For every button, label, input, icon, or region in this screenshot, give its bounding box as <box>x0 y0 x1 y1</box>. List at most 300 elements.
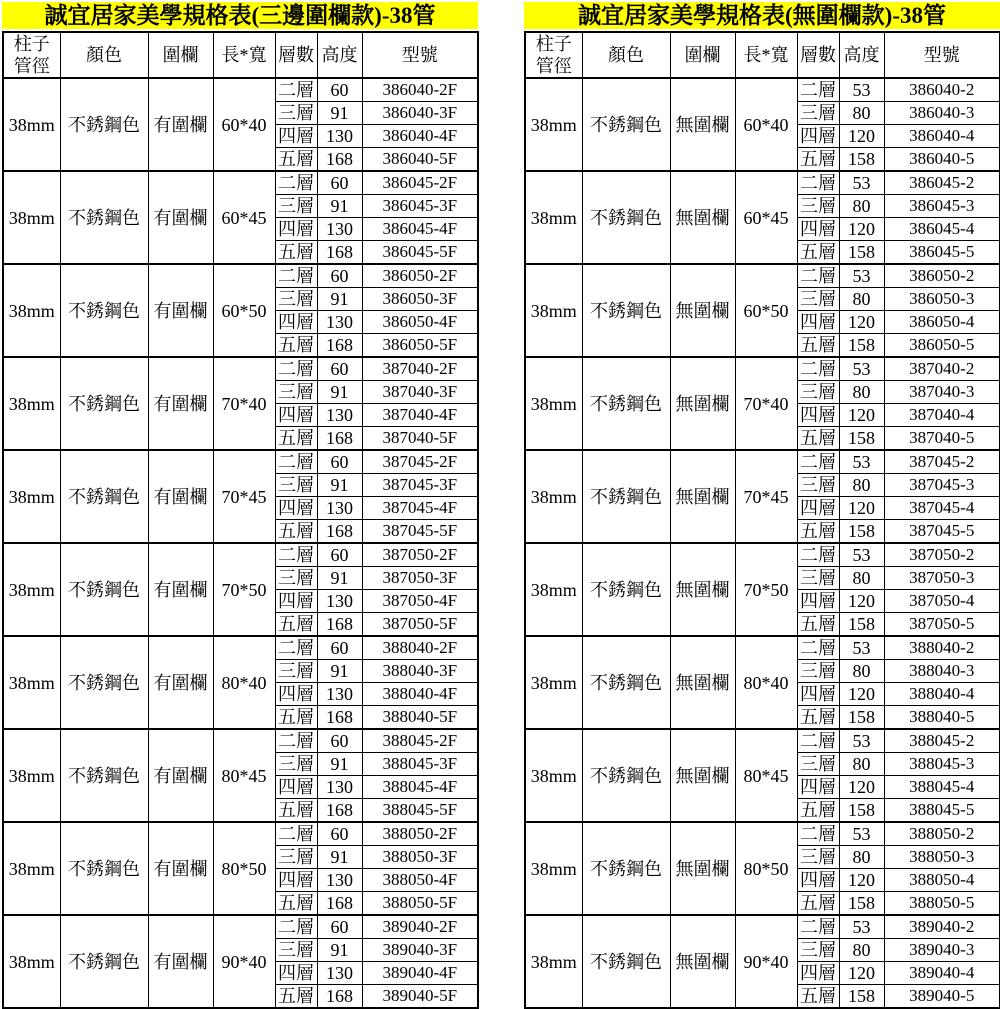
size-cell: 80*40 <box>213 636 275 729</box>
height-cell: 53 <box>839 543 884 567</box>
height-cell: 60 <box>317 171 362 195</box>
size-cell: 80*40 <box>735 636 797 729</box>
model-cell: 388050-4 <box>884 869 1000 892</box>
color-cell: 不銹鋼色 <box>60 357 148 450</box>
layer-cell: 四層 <box>275 218 317 241</box>
layer-cell: 五層 <box>797 334 839 358</box>
size-cell: 70*45 <box>213 450 275 543</box>
height-cell: 158 <box>839 985 884 1009</box>
layer-cell: 三層 <box>275 939 317 962</box>
layer-cell: 二層 <box>797 450 839 474</box>
table-row <box>525 543 1000 567</box>
height-cell: 120 <box>839 776 884 799</box>
model-cell: 388050-5 <box>884 892 1000 916</box>
layer-cell: 四層 <box>797 497 839 520</box>
size-cell: 90*40 <box>735 915 797 1008</box>
layer-cell: 四層 <box>275 590 317 613</box>
fenced-spec-sheet <box>2 2 478 1009</box>
column-header-diameter: 柱子 管徑 <box>525 32 582 78</box>
diameter-cell: 38mm <box>3 450 60 543</box>
diameter-cell: 38mm <box>3 915 60 1008</box>
column-header-color: 顏色 <box>582 32 670 78</box>
column-header-fence: 圍欄 <box>670 32 735 78</box>
height-cell: 168 <box>317 241 362 265</box>
header-row <box>3 32 478 78</box>
model-cell: 386040-4 <box>884 125 1000 148</box>
height-cell: 130 <box>317 683 362 706</box>
layer-cell: 三層 <box>797 474 839 497</box>
height-cell: 158 <box>839 613 884 637</box>
color-cell: 不銹鋼色 <box>60 822 148 915</box>
table-row <box>525 915 1000 939</box>
height-cell: 60 <box>317 915 362 939</box>
layer-cell: 四層 <box>797 776 839 799</box>
layer-cell: 三層 <box>275 195 317 218</box>
layer-cell: 三層 <box>797 846 839 869</box>
table-row <box>3 264 478 288</box>
height-cell: 80 <box>839 195 884 218</box>
layer-cell: 二層 <box>797 915 839 939</box>
table-row <box>3 171 478 195</box>
column-header-layers: 層數 <box>797 32 839 78</box>
model-cell: 388040-3F <box>362 660 478 683</box>
layer-cell: 二層 <box>275 450 317 474</box>
model-cell: 387040-5 <box>884 427 1000 451</box>
model-cell: 386040-3 <box>884 102 1000 125</box>
color-cell: 不銹鋼色 <box>582 915 670 1008</box>
layer-cell: 三層 <box>275 753 317 776</box>
layer-cell: 五層 <box>275 892 317 916</box>
model-cell: 388045-5F <box>362 799 478 823</box>
layer-cell: 四層 <box>275 125 317 148</box>
height-cell: 91 <box>317 195 362 218</box>
model-cell: 386045-3F <box>362 195 478 218</box>
column-header-size: 長*寬 <box>735 32 797 78</box>
model-cell: 387045-4F <box>362 497 478 520</box>
model-cell: 386040-3F <box>362 102 478 125</box>
unfenced-spec-sheet <box>524 2 1000 1009</box>
model-cell: 387045-3F <box>362 474 478 497</box>
layer-cell: 二層 <box>275 729 317 753</box>
height-cell: 130 <box>317 404 362 427</box>
size-cell: 70*50 <box>735 543 797 636</box>
height-cell: 168 <box>317 799 362 823</box>
fence-cell: 有圍欄 <box>148 264 213 357</box>
model-cell: 387045-4 <box>884 497 1000 520</box>
column-header-layers: 層數 <box>275 32 317 78</box>
table-row <box>3 78 478 102</box>
fence-cell: 無圍欄 <box>670 636 735 729</box>
layer-cell: 二層 <box>797 729 839 753</box>
diameter-cell: 38mm <box>525 636 582 729</box>
model-cell: 388045-3F <box>362 753 478 776</box>
model-cell: 386040-4F <box>362 125 478 148</box>
height-cell: 130 <box>317 497 362 520</box>
size-cell: 80*50 <box>213 822 275 915</box>
size-cell: 70*40 <box>213 357 275 450</box>
height-cell: 120 <box>839 218 884 241</box>
model-cell: 387050-3 <box>884 567 1000 590</box>
size-cell: 70*45 <box>735 450 797 543</box>
height-cell: 91 <box>317 567 362 590</box>
height-cell: 130 <box>317 590 362 613</box>
model-cell: 387045-2 <box>884 450 1000 474</box>
fence-cell: 有圍欄 <box>148 543 213 636</box>
layer-cell: 三層 <box>275 660 317 683</box>
height-cell: 80 <box>839 939 884 962</box>
model-cell: 387045-3 <box>884 474 1000 497</box>
color-cell: 不銹鋼色 <box>60 171 148 264</box>
layer-cell: 五層 <box>797 706 839 730</box>
height-cell: 60 <box>317 543 362 567</box>
height-cell: 53 <box>839 915 884 939</box>
height-cell: 91 <box>317 381 362 404</box>
fence-cell: 無圍欄 <box>670 915 735 1008</box>
layer-cell: 三層 <box>797 939 839 962</box>
model-cell: 387045-5F <box>362 520 478 544</box>
height-cell: 158 <box>839 427 884 451</box>
layer-cell: 五層 <box>797 613 839 637</box>
layer-cell: 三層 <box>797 753 839 776</box>
height-cell: 80 <box>839 381 884 404</box>
model-cell: 387050-5 <box>884 613 1000 637</box>
diameter-cell: 38mm <box>3 171 60 264</box>
height-cell: 168 <box>317 985 362 1009</box>
height-cell: 158 <box>839 148 884 172</box>
fence-cell: 無圍欄 <box>670 729 735 822</box>
model-cell: 388050-5F <box>362 892 478 916</box>
color-cell: 不銹鋼色 <box>60 78 148 171</box>
size-cell: 70*40 <box>735 357 797 450</box>
size-cell: 60*50 <box>735 264 797 357</box>
table-row <box>525 729 1000 753</box>
color-cell: 不銹鋼色 <box>60 264 148 357</box>
model-cell: 387045-2F <box>362 450 478 474</box>
table-row <box>525 822 1000 846</box>
height-cell: 53 <box>839 822 884 846</box>
layer-cell: 三層 <box>797 195 839 218</box>
fence-cell: 無圍欄 <box>670 543 735 636</box>
column-header-diameter: 柱子 管徑 <box>3 32 60 78</box>
model-cell: 389040-2 <box>884 915 1000 939</box>
model-cell: 389040-5 <box>884 985 1000 1009</box>
model-cell: 388050-2F <box>362 822 478 846</box>
model-cell: 386045-3 <box>884 195 1000 218</box>
model-cell: 386050-3F <box>362 288 478 311</box>
layer-cell: 五層 <box>797 799 839 823</box>
model-cell: 388045-2F <box>362 729 478 753</box>
model-cell: 388045-3 <box>884 753 1000 776</box>
height-cell: 120 <box>839 311 884 334</box>
table-row <box>525 78 1000 102</box>
fence-cell: 有圍欄 <box>148 636 213 729</box>
model-cell: 388045-5 <box>884 799 1000 823</box>
column-header-fence: 圍欄 <box>148 32 213 78</box>
column-header-color: 顏色 <box>60 32 148 78</box>
diameter-cell: 38mm <box>3 264 60 357</box>
layer-cell: 二層 <box>275 357 317 381</box>
height-cell: 53 <box>839 78 884 102</box>
size-cell: 60*50 <box>213 264 275 357</box>
layer-cell: 五層 <box>275 706 317 730</box>
model-cell: 387040-4 <box>884 404 1000 427</box>
layer-cell: 五層 <box>797 520 839 544</box>
height-cell: 80 <box>839 846 884 869</box>
size-cell: 80*45 <box>213 729 275 822</box>
diameter-cell: 38mm <box>525 357 582 450</box>
diameter-cell: 38mm <box>525 729 582 822</box>
layer-cell: 四層 <box>797 683 839 706</box>
layer-cell: 三層 <box>797 102 839 125</box>
fence-cell: 有圍欄 <box>148 450 213 543</box>
height-cell: 130 <box>317 218 362 241</box>
layer-cell: 四層 <box>797 125 839 148</box>
height-cell: 60 <box>317 729 362 753</box>
layer-cell: 二層 <box>797 264 839 288</box>
model-cell: 386050-5F <box>362 334 478 358</box>
model-cell: 386045-4F <box>362 218 478 241</box>
layer-cell: 四層 <box>275 869 317 892</box>
layer-cell: 五層 <box>275 241 317 265</box>
fence-cell: 無圍欄 <box>670 357 735 450</box>
model-cell: 387050-2F <box>362 543 478 567</box>
height-cell: 60 <box>317 636 362 660</box>
height-cell: 130 <box>317 311 362 334</box>
model-cell: 386040-2F <box>362 78 478 102</box>
layer-cell: 四層 <box>275 497 317 520</box>
layer-cell: 二層 <box>797 822 839 846</box>
layer-cell: 二層 <box>797 171 839 195</box>
height-cell: 158 <box>839 706 884 730</box>
model-cell: 389040-4F <box>362 962 478 985</box>
layer-cell: 四層 <box>797 218 839 241</box>
layer-cell: 二層 <box>797 78 839 102</box>
model-cell: 388040-5 <box>884 706 1000 730</box>
column-header-size: 長*寬 <box>213 32 275 78</box>
model-cell: 387050-3F <box>362 567 478 590</box>
height-cell: 168 <box>317 334 362 358</box>
unfenced-sheet-title: 誠宜居家美學規格表(無圍欄款)-38管 <box>524 2 1000 29</box>
table-row <box>3 636 478 660</box>
model-cell: 388040-4 <box>884 683 1000 706</box>
fence-cell: 有圍欄 <box>148 729 213 822</box>
height-cell: 60 <box>317 822 362 846</box>
fence-cell: 有圍欄 <box>148 357 213 450</box>
height-cell: 53 <box>839 357 884 381</box>
color-cell: 不銹鋼色 <box>60 729 148 822</box>
color-cell: 不銹鋼色 <box>60 636 148 729</box>
model-cell: 386040-2 <box>884 78 1000 102</box>
height-cell: 60 <box>317 264 362 288</box>
model-cell: 387040-4F <box>362 404 478 427</box>
height-cell: 120 <box>839 497 884 520</box>
layer-cell: 五層 <box>797 148 839 172</box>
height-cell: 120 <box>839 404 884 427</box>
model-cell: 387045-5 <box>884 520 1000 544</box>
fenced-spec-table <box>2 31 479 1009</box>
height-cell: 53 <box>839 729 884 753</box>
model-cell: 387040-5F <box>362 427 478 451</box>
diameter-cell: 38mm <box>3 822 60 915</box>
layer-cell: 五層 <box>797 985 839 1009</box>
fence-cell: 有圍欄 <box>148 915 213 1008</box>
layer-cell: 四層 <box>797 311 839 334</box>
table-row <box>525 450 1000 474</box>
height-cell: 120 <box>839 125 884 148</box>
model-cell: 389040-3 <box>884 939 1000 962</box>
model-cell: 386040-5 <box>884 148 1000 172</box>
height-cell: 158 <box>839 334 884 358</box>
model-cell: 386045-2F <box>362 171 478 195</box>
height-cell: 130 <box>317 869 362 892</box>
height-cell: 80 <box>839 474 884 497</box>
model-cell: 387050-2 <box>884 543 1000 567</box>
diameter-cell: 38mm <box>525 915 582 1008</box>
layer-cell: 二層 <box>797 357 839 381</box>
height-cell: 53 <box>839 450 884 474</box>
height-cell: 60 <box>317 357 362 381</box>
layer-cell: 二層 <box>275 171 317 195</box>
model-cell: 388050-2 <box>884 822 1000 846</box>
layer-cell: 二層 <box>275 915 317 939</box>
table-row <box>3 729 478 753</box>
model-cell: 388040-2 <box>884 636 1000 660</box>
model-cell: 386045-4 <box>884 218 1000 241</box>
layer-cell: 四層 <box>797 404 839 427</box>
height-cell: 120 <box>839 962 884 985</box>
column-header-height: 高度 <box>317 32 362 78</box>
model-cell: 388045-4F <box>362 776 478 799</box>
height-cell: 168 <box>317 706 362 730</box>
height-cell: 120 <box>839 683 884 706</box>
diameter-cell: 38mm <box>3 636 60 729</box>
height-cell: 158 <box>839 520 884 544</box>
layer-cell: 三層 <box>797 381 839 404</box>
height-cell: 91 <box>317 288 362 311</box>
layer-cell: 四層 <box>275 776 317 799</box>
header-row <box>525 32 1000 78</box>
table-row <box>3 822 478 846</box>
color-cell: 不銹鋼色 <box>60 450 148 543</box>
color-cell: 不銹鋼色 <box>582 822 670 915</box>
height-cell: 91 <box>317 753 362 776</box>
model-cell: 386045-2 <box>884 171 1000 195</box>
model-cell: 387040-2 <box>884 357 1000 381</box>
layer-cell: 五層 <box>275 613 317 637</box>
height-cell: 168 <box>317 148 362 172</box>
fence-cell: 無圍欄 <box>670 450 735 543</box>
table-row <box>525 264 1000 288</box>
layer-cell: 三層 <box>797 288 839 311</box>
layer-cell: 五層 <box>797 427 839 451</box>
fence-cell: 無圍欄 <box>670 171 735 264</box>
layer-cell: 四層 <box>275 962 317 985</box>
model-cell: 386040-5F <box>362 148 478 172</box>
layer-cell: 五層 <box>275 148 317 172</box>
table-row <box>3 915 478 939</box>
layer-cell: 四層 <box>797 869 839 892</box>
height-cell: 91 <box>317 474 362 497</box>
fenced-sheet-title: 誠宜居家美學規格表(三邊圍欄款)-38管 <box>2 2 478 29</box>
layer-cell: 二層 <box>275 822 317 846</box>
table-row <box>3 357 478 381</box>
model-cell: 386050-5 <box>884 334 1000 358</box>
height-cell: 120 <box>839 869 884 892</box>
height-cell: 91 <box>317 660 362 683</box>
diameter-cell: 38mm <box>525 78 582 171</box>
height-cell: 80 <box>839 288 884 311</box>
diameter-cell: 38mm <box>525 543 582 636</box>
layer-cell: 三層 <box>275 567 317 590</box>
model-cell: 386050-2 <box>884 264 1000 288</box>
size-cell: 90*40 <box>213 915 275 1008</box>
height-cell: 130 <box>317 125 362 148</box>
layer-cell: 五層 <box>275 520 317 544</box>
layer-cell: 二層 <box>797 636 839 660</box>
height-cell: 168 <box>317 892 362 916</box>
color-cell: 不銹鋼色 <box>582 78 670 171</box>
model-cell: 388040-3 <box>884 660 1000 683</box>
model-cell: 388045-2 <box>884 729 1000 753</box>
color-cell: 不銹鋼色 <box>582 729 670 822</box>
layer-cell: 四層 <box>275 311 317 334</box>
layer-cell: 二層 <box>797 543 839 567</box>
table-row <box>525 636 1000 660</box>
height-cell: 80 <box>839 102 884 125</box>
layer-cell: 五層 <box>275 985 317 1009</box>
height-cell: 53 <box>839 636 884 660</box>
size-cell: 60*45 <box>735 171 797 264</box>
layer-cell: 五層 <box>275 427 317 451</box>
height-cell: 91 <box>317 846 362 869</box>
color-cell: 不銹鋼色 <box>582 171 670 264</box>
height-cell: 53 <box>839 264 884 288</box>
table-row <box>525 357 1000 381</box>
model-cell: 387050-5F <box>362 613 478 637</box>
model-cell: 388045-4 <box>884 776 1000 799</box>
model-cell: 388050-3 <box>884 846 1000 869</box>
layer-cell: 三層 <box>797 567 839 590</box>
diameter-cell: 38mm <box>3 543 60 636</box>
height-cell: 158 <box>839 892 884 916</box>
layer-cell: 四層 <box>275 404 317 427</box>
model-cell: 388040-4F <box>362 683 478 706</box>
layer-cell: 四層 <box>275 683 317 706</box>
size-cell: 70*50 <box>213 543 275 636</box>
model-cell: 386050-4 <box>884 311 1000 334</box>
model-cell: 388040-5F <box>362 706 478 730</box>
layer-cell: 三層 <box>275 288 317 311</box>
layer-cell: 五層 <box>797 892 839 916</box>
layer-cell: 三層 <box>275 381 317 404</box>
model-cell: 389040-3F <box>362 939 478 962</box>
height-cell: 168 <box>317 427 362 451</box>
model-cell: 386045-5F <box>362 241 478 265</box>
model-cell: 386045-5 <box>884 241 1000 265</box>
size-cell: 60*40 <box>213 78 275 171</box>
layer-cell: 三層 <box>797 660 839 683</box>
model-cell: 386050-4F <box>362 311 478 334</box>
color-cell: 不銹鋼色 <box>60 915 148 1008</box>
height-cell: 130 <box>317 962 362 985</box>
height-cell: 91 <box>317 939 362 962</box>
layer-cell: 三層 <box>275 102 317 125</box>
height-cell: 80 <box>839 753 884 776</box>
color-cell: 不銹鋼色 <box>60 543 148 636</box>
column-header-model: 型號 <box>884 32 1000 78</box>
layer-cell: 四層 <box>797 590 839 613</box>
model-cell: 386050-3 <box>884 288 1000 311</box>
